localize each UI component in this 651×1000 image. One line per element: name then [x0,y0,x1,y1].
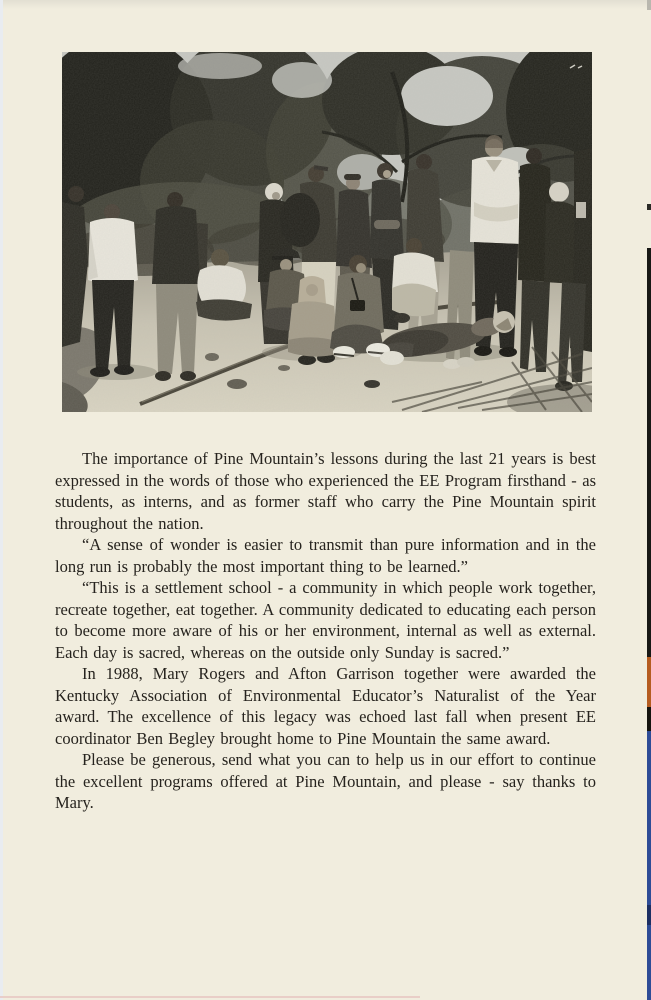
body-paragraph: “A sense of wonder is easier to transmit than pure information and in the long run is probably the most important thing to be learned.” [55,535,596,576]
body-paragraph: The importance of Pine Mountain’s lessons during the last 21 years is best expressed in the words of those who experienced the EE Program firsthand - as students, as interns, and as former staff who carry the Pine Mountain spirit throughout the nation. [55,449,596,533]
scan-right-edge-mark [647,204,651,210]
scan-top-shadow [0,0,651,9]
body-paragraph: In 1988, Mary Rogers and Afton Garrison together were awarded the Kentucky Association of Environmental Educator’s Naturalist of the Year award. The excellence of this legacy was echoed last fall when present EE coordinator Ben Begley brought home to Pine Mountain the same award. [55,664,596,748]
article-text [55,448,596,814]
scan-right-edge-black [647,248,651,657]
scan-right-edge-orange [647,657,651,707]
scan-left-edge [0,0,3,1000]
body-paragraph: “This is a settlement school - a community in which people work together, recreate together, eat together. A community dedicated to educating each person to become more aware of his or her environment, internal as well as external. Each day is sacred, whereas on the outside only Sunday is sacred.” [55,578,596,662]
scan-right-edge-blue [647,731,651,1000]
photo-hikers-on-rock [62,52,592,412]
scan-right-edge-blue-dark [647,905,651,925]
scan-right-edge-black2 [647,707,651,731]
photo-illustration [62,52,592,412]
body-paragraph: Please be generous, send what you can to help us in our effort to continue the excellent programs offered at Pine Mountain, and please - say thanks to Mary. [55,750,596,812]
scan-right-edge-gray [647,0,651,10]
scan-bottom-line [0,996,420,998]
